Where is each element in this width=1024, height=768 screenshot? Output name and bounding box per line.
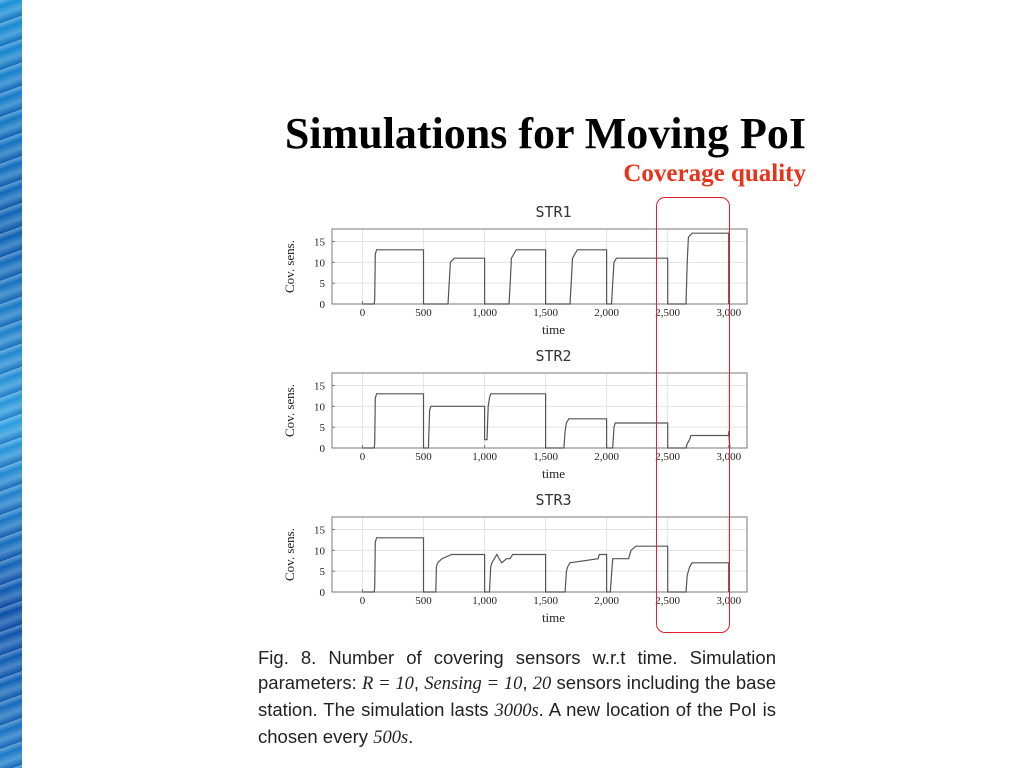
y-tick-label: 10: [314, 545, 325, 558]
x-tick-label: 1,500: [533, 307, 558, 319]
chart-title: STR1: [535, 203, 572, 221]
y-tick-label: 0: [319, 443, 325, 455]
y-axis-label: Cov. sens.: [282, 240, 297, 293]
x-tick-label: 3,000: [716, 451, 742, 463]
caption-mid: sensors including the base station. The simulation lasts: [258, 672, 777, 720]
slide-subtitle: Coverage quality: [623, 160, 806, 187]
x-tick-label: 1,000: [472, 307, 497, 319]
x-tick-label: 500: [415, 595, 432, 607]
y-tick-label: 10: [314, 257, 325, 270]
y-tick-label: 5: [319, 566, 325, 579]
x-axis-label: time: [541, 610, 566, 625]
caption-duration: 3000s: [494, 701, 539, 721]
x-tick-label: 2,500: [655, 307, 681, 319]
x-tick-label: 0: [359, 451, 366, 463]
x-tick-label: 2,000: [594, 595, 620, 607]
caption-interval: 500s: [373, 728, 409, 748]
y-tick-label: 10: [314, 401, 325, 414]
x-tick-label: 2,500: [655, 595, 681, 607]
figure-caption: [258, 645, 776, 751]
x-tick-label: 2,000: [594, 451, 620, 463]
x-tick-label: 1,000: [472, 595, 497, 607]
caption-sensing-param: Sensing = 10: [424, 674, 523, 694]
y-axis-label: Cov. sens.: [282, 384, 297, 437]
chart-title: STR2: [535, 347, 572, 365]
x-tick-label: 500: [415, 307, 432, 319]
x-tick-label: 2,500: [655, 451, 681, 463]
caption-r-param: R = 10: [362, 674, 414, 694]
y-axis-label: Cov. sens.: [282, 528, 297, 581]
caption-end: . A new location of the PoI is chosen every: [258, 699, 776, 747]
caption-sep: ,: [522, 672, 533, 693]
x-tick-label: 0: [359, 595, 366, 607]
y-tick-label: 5: [319, 278, 325, 291]
x-tick-label: 1,500: [533, 451, 558, 463]
caption-sensor-count: 20: [532, 674, 552, 694]
x-tick-label: 0: [359, 307, 366, 319]
chart-title: STR3: [535, 491, 572, 509]
caption-sep: ,: [413, 672, 425, 693]
x-tick-label: 1,500: [533, 595, 558, 607]
y-tick-label: 15: [314, 524, 325, 537]
y-tick-label: 15: [314, 236, 325, 249]
highlight-box: [656, 197, 730, 633]
y-tick-label: 5: [319, 422, 325, 435]
x-tick-label: 2,000: [594, 307, 620, 319]
x-tick-label: 1,000: [472, 451, 497, 463]
x-tick-label: 3,000: [716, 307, 742, 319]
y-tick-label: 0: [319, 299, 325, 311]
x-axis-label: time: [541, 466, 566, 481]
x-tick-label: 3,000: [716, 595, 742, 607]
x-axis-label: time: [541, 322, 566, 337]
y-tick-label: 0: [319, 587, 325, 599]
x-tick-label: 500: [415, 451, 432, 463]
slide-title: Simulations for Moving PoI: [284, 109, 806, 158]
caption-final: .: [408, 726, 414, 747]
caption-intro: Fig. 8. Number of covering sensors w.r.t time. Simulation parameters:: [258, 647, 776, 693]
y-tick-label: 15: [314, 380, 325, 393]
